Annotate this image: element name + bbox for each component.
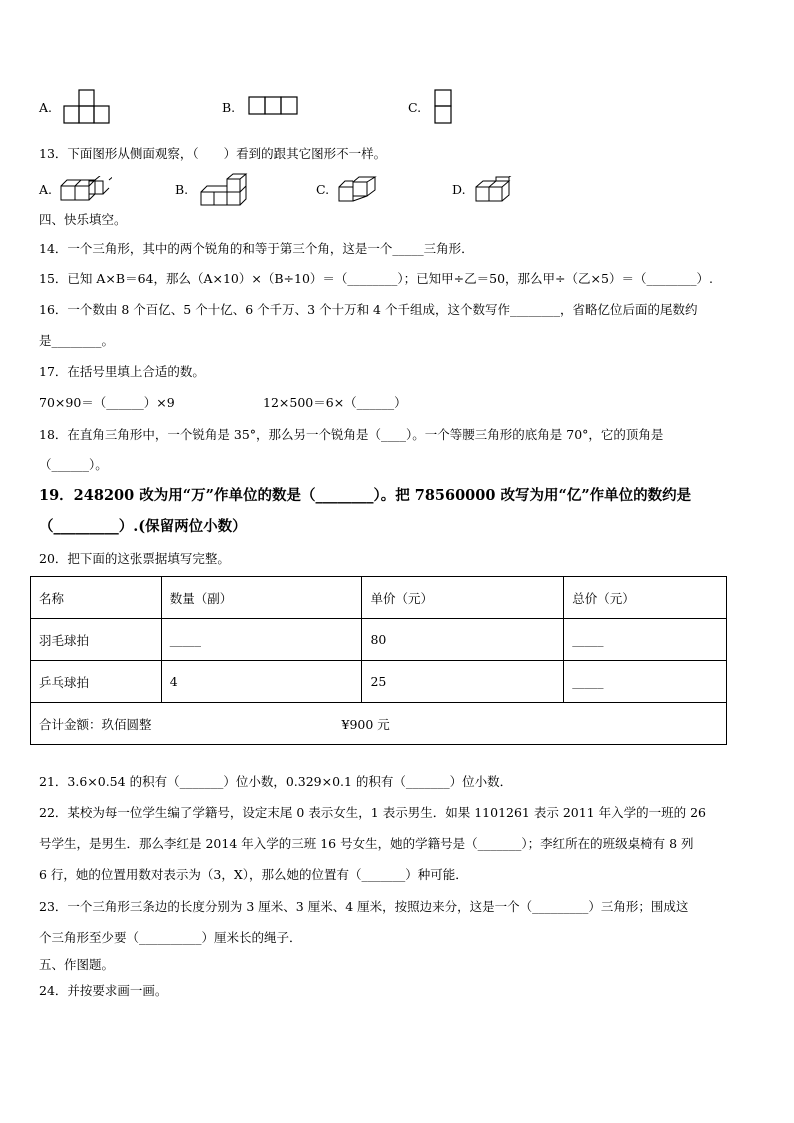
q13-option-c-label: C. (316, 182, 330, 197)
q23-line-1: 23．一个三角形三条边的长度分别为 3 厘米、3 厘米、4 厘米，按照边来分，这是一个（_________）三角形；围成这 (39, 899, 689, 914)
q18-line-1: 18．在直角三角形中，一个锐角是 35°，那么另一个锐角是（____）。一个等腰三角形的底角是 70°，它的顶角是 (39, 427, 664, 442)
ticket-cell: 4 (161, 661, 362, 703)
q17-text: 17．在括号里填上合适的数。 (39, 364, 205, 379)
section-5-title: 五、作图题。 (39, 957, 115, 972)
ticket-header-row (31, 577, 727, 619)
ticket-row (31, 661, 727, 703)
q17-expr-1: 70×90＝（______）×9 (39, 395, 175, 410)
ticket-cell: 乒乓球拍 (31, 661, 162, 703)
q14-text: 14．一个三角形，其中的两个锐角的和等于第三个角，这是一个_____三角形． (39, 241, 474, 256)
q13-figure-c (338, 176, 384, 204)
q12-option-a-label: A. (39, 100, 53, 115)
q23-line-2: 个三角形至少要（__________）厘米长的绳子． (39, 930, 302, 945)
q13-figure-d (475, 176, 519, 204)
q13-figure-b (200, 173, 250, 207)
ticket-total-cell (31, 703, 727, 745)
q12-figure-c (434, 89, 454, 125)
q16-line-2: 是________。 (39, 333, 115, 348)
q22-line-3: 6 行，她的位置用数对表示为（3，X），那么她的位置有（_______）种可能． (39, 867, 468, 882)
q13-option-b-label: B. (175, 182, 189, 197)
q21-text: 21．3.6×0.54 的积有（_______）位小数，0.329×0.1 的积有（_______）位小数． (39, 774, 513, 789)
ticket-cell: 羽毛球拍 (31, 619, 162, 661)
q18-line-2: （______）。 (39, 457, 108, 472)
ticket-cell: 25 (362, 661, 564, 703)
ticket-header-cell: 单价（元） (362, 577, 564, 619)
ticket-header-cell: 总价（元） (564, 577, 727, 619)
q12-figure-b (248, 96, 298, 116)
q19-line-2: （_________）.(保留两位小数） (39, 518, 247, 535)
ticket-header-cell: 数量（副） (161, 577, 362, 619)
q13-option-a-label: A. (39, 182, 53, 197)
q17-expr-2: 12×500＝6×（______） (263, 395, 407, 410)
q12-option-c-label: C. (408, 100, 422, 115)
ticket-cell-blank[interactable]: _____ (564, 619, 727, 661)
q12-option-b-label: B. (222, 100, 236, 115)
section-4-title: 四、快乐填空。 (39, 212, 127, 227)
q13-text: 13．下面图形从侧面观察，（ ）看到的跟其它图形不一样。 (39, 146, 387, 161)
ticket-cell-blank[interactable]: _____ (564, 661, 727, 703)
q15-text: 15．已知 A×B＝64，那么（A×10）×（B÷10）＝（________）；已知甲÷乙＝50，那么甲÷（乙×5）＝（________）. (39, 271, 713, 286)
ticket-total-value: ¥900 元 (341, 716, 390, 732)
q19-line-1: 19．248200 改为用“万”作单位的数是（________）。把 78560000 改写为用“亿”作单位的数约是 (39, 487, 692, 504)
q13-option-d-label: D. (452, 182, 466, 197)
ticket-table (30, 576, 727, 745)
ticket-row (31, 619, 727, 661)
ticket-header-cell: 名称 (31, 577, 162, 619)
q22-line-2: 号学生，是男生．那么李红是 2014 年入学的三班 16 号女生，她的学籍号是（_______）；李红所在的班级桌椅有 8 列 (39, 836, 694, 851)
ticket-total-row (31, 703, 727, 745)
ticket-cell: 80 (362, 619, 564, 661)
q13-figure-a (60, 176, 112, 202)
q22-line-1: 22．某校为每一位学生编了学籍号，设定末尾 0 表示女生，1 表示男生．如果 1101261 表示 2011 年入学的一班的 26 (39, 805, 706, 820)
q20-text: 20．把下面的这张票据填写完整。 (39, 551, 230, 566)
ticket-total-label: 合计金额：玖佰圆整 (39, 716, 152, 732)
q16-line-1: 16．一个数由 8 个百亿、5 个十亿、6 个千万、3 个十万和 4 个千组成，这个数写作________，省略亿位后面的尾数约 (39, 302, 698, 317)
q24-text: 24．并按要求画一画。 (39, 983, 168, 998)
q12-figure-a (63, 89, 111, 125)
ticket-cell-blank[interactable]: _____ (161, 619, 362, 661)
